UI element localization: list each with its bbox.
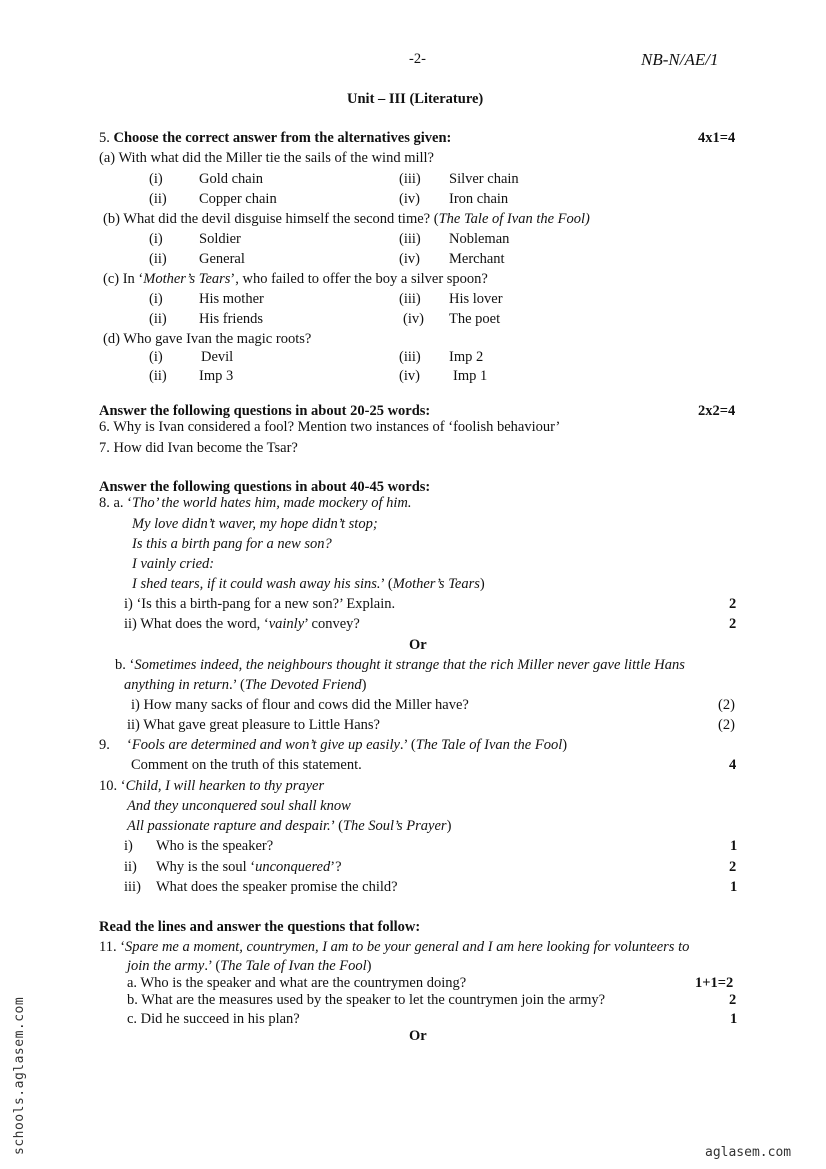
q5a-opt4-num: (iv) bbox=[399, 191, 420, 207]
q8b-line2-close: .’ ( bbox=[228, 677, 245, 693]
q5b-question bbox=[103, 212, 590, 227]
q5d-opt4-text: Imp 1 bbox=[453, 368, 488, 384]
q9-marks: 4 bbox=[729, 757, 737, 773]
q10-sub2 bbox=[156, 860, 342, 875]
or-divider-1: Or bbox=[409, 637, 427, 653]
q10-line1 bbox=[99, 779, 324, 794]
q11-sub-a: a. Who is the speaker and what are the countrymen doing? bbox=[127, 975, 467, 991]
or-divider-2: Or bbox=[409, 1028, 427, 1044]
q5d-opt3-text: Imp 2 bbox=[449, 349, 484, 365]
q5c-opt2-num: (ii) bbox=[149, 311, 167, 327]
q10-sub3-num: iii) bbox=[124, 879, 141, 895]
q8a-line4: I vainly cried: bbox=[132, 556, 215, 572]
q9-line1 bbox=[127, 738, 567, 753]
q11-line1 bbox=[99, 940, 689, 955]
q5d-opt2-text: Imp 3 bbox=[199, 368, 234, 384]
q10-source: The Soul’s Prayer bbox=[342, 818, 447, 834]
q5-instruction bbox=[99, 131, 451, 146]
q10-prefix: 10. ‘ bbox=[99, 778, 126, 794]
q8b-sub1-marks: (2) bbox=[718, 697, 735, 713]
q5-marks: 4x1=4 bbox=[698, 130, 736, 146]
q8a-line1-text: Tho’ the world hates him, made mockery of him. bbox=[132, 495, 412, 511]
unit-title: Unit – III (Literature) bbox=[347, 91, 484, 107]
q9-number: 9. bbox=[99, 737, 110, 753]
q5c-suffix: ’, who failed to offer the boy a silver spoon? bbox=[230, 271, 488, 287]
q8b-sub2: ii) What gave great pleasure to Little Hans? bbox=[127, 717, 380, 733]
q5c-question bbox=[103, 272, 488, 287]
q8a-sub1-marks: 2 bbox=[729, 596, 737, 612]
q10-sub1: Who is the speaker? bbox=[156, 838, 274, 854]
q8a-line5 bbox=[132, 577, 485, 592]
q8a-sub1: i) ‘Is this a birth-pang for a new son?’ Explain. bbox=[124, 596, 396, 612]
q8a-prefix: 8. a. ‘ bbox=[99, 495, 133, 511]
q10-sub1-marks: 1 bbox=[730, 838, 738, 854]
q5b-opt1-num: (i) bbox=[149, 231, 163, 247]
q11-sub-c-marks: 1 bbox=[730, 1011, 738, 1027]
q8a-line1 bbox=[99, 496, 412, 511]
q11-sub-c: c. Did he succeed in his plan? bbox=[127, 1011, 300, 1027]
q11-line2-text: join the army bbox=[127, 958, 205, 974]
q5b-opt1-text: Soldier bbox=[199, 231, 241, 247]
q8a-sub2-marks: 2 bbox=[729, 616, 737, 632]
q8a-source: Mother’s Tears bbox=[392, 576, 480, 592]
q5b-opt3-text: Nobleman bbox=[449, 231, 510, 247]
q10-sub3: What does the speaker promise the child? bbox=[156, 879, 398, 895]
q10-line2: And they unconquered soul shall know bbox=[127, 798, 351, 814]
q5c-title: Mother’s Tears bbox=[143, 271, 231, 287]
q5d-opt1-text: Devil bbox=[201, 349, 234, 365]
q5-instruction-text: Choose the correct answer from the alternatives given: bbox=[113, 130, 452, 146]
q5c-opt3-text: His lover bbox=[449, 291, 503, 307]
q8a-sub2-word: vainly bbox=[268, 616, 305, 632]
q8a-line5-text: I shed tears, if it could wash away his sins. bbox=[132, 576, 381, 592]
q10-line3-text: All passionate rapture and despair. bbox=[127, 818, 331, 834]
q5a-opt1-text: Gold chain bbox=[199, 171, 264, 187]
q10-sub2-marks: 2 bbox=[729, 859, 737, 875]
q9-line2: Comment on the truth of this statement. bbox=[131, 757, 362, 773]
q8a-sub2-prefix: ii) What does the word, ‘ bbox=[124, 616, 269, 632]
q8b-line2 bbox=[124, 678, 366, 693]
q8b-line1 bbox=[115, 658, 685, 673]
q5-number: 5. bbox=[99, 130, 110, 146]
q7: 7. How did Ivan become the Tsar? bbox=[99, 440, 298, 456]
q5a-opt3-num: (iii) bbox=[399, 171, 421, 187]
q5a-opt2-num: (ii) bbox=[149, 191, 167, 207]
q10-line3 bbox=[127, 819, 451, 834]
q5c-opt1-num: (i) bbox=[149, 291, 163, 307]
q9-source-close: ) bbox=[562, 737, 568, 753]
q11-sub-a-marks: 1+1=2 bbox=[695, 975, 734, 991]
q5b-source: The Tale of Ivan the Fool) bbox=[438, 211, 590, 227]
q8a-sub2-suffix: ’ convey? bbox=[304, 616, 360, 632]
q5a-opt2-text: Copper chain bbox=[199, 191, 277, 207]
q5d-opt3-num: (iii) bbox=[399, 349, 421, 365]
q5c-opt2-text: His friends bbox=[199, 311, 264, 327]
q11-line2 bbox=[127, 959, 371, 974]
q5b-opt2-num: (ii) bbox=[149, 251, 167, 267]
q5b-opt2-text: General bbox=[199, 251, 245, 267]
q8b-line2-text: anything in return bbox=[124, 677, 229, 693]
q8b-line1-text: Sometimes indeed, the neighbours thought it strange that the rich Miller never gave little Hans bbox=[134, 657, 685, 673]
q11-line1-text: Spare me a moment, countrymen, I am to be your general and I am here looking for volunteers to bbox=[125, 939, 690, 955]
q9-close: .’ ( bbox=[399, 737, 416, 753]
read-lines-heading: Read the lines and answer the questions that follow: bbox=[99, 919, 421, 935]
side-watermark: schools.aglasem.com bbox=[12, 996, 27, 1155]
q8a-source-close: ) bbox=[479, 576, 485, 592]
q5b-opt4-num: (iv) bbox=[399, 251, 420, 267]
q8b-prefix: b. ‘ bbox=[115, 657, 135, 673]
q11-sub-b: b. What are the measures used by the speaker to let the countrymen join the army? bbox=[127, 992, 606, 1008]
q8b-sub1: i) How many sacks of flour and cows did the Miller have? bbox=[131, 697, 469, 713]
q9-source: The Tale of Ivan the Fool bbox=[415, 737, 563, 753]
page-number: -2- bbox=[409, 51, 426, 67]
q10-line1-text: Child, I will hearken to thy prayer bbox=[125, 778, 325, 794]
q8a-line5-close: ’ ( bbox=[380, 576, 393, 592]
q10-sub2-num: ii) bbox=[124, 859, 137, 875]
q5a-opt3-text: Silver chain bbox=[449, 171, 519, 187]
q8b-sub2-marks: (2) bbox=[718, 717, 735, 733]
q10-sub1-num: i) bbox=[124, 838, 133, 854]
q6: 6. Why is Ivan considered a fool? Mention two instances of ‘foolish behaviour’ bbox=[99, 419, 561, 435]
q11-sub-b-marks: 2 bbox=[729, 992, 737, 1008]
q11-prefix: 11. ‘ bbox=[99, 939, 126, 955]
q8b-source-close: ) bbox=[361, 677, 367, 693]
q10-sub2-prefix: Why is the soul ‘ bbox=[156, 859, 256, 875]
bottom-watermark: aglasem.com bbox=[705, 1145, 792, 1160]
q5d-opt2-num: (ii) bbox=[149, 368, 167, 384]
long-answers-heading: Answer the following questions in about 40-45 words: bbox=[99, 479, 431, 495]
paper-code: NB-N/AE/1 bbox=[641, 50, 719, 69]
q5d-question: (d) Who gave Ivan the magic roots? bbox=[103, 331, 312, 347]
q8a-line2: My love didn’t waver, my hope didn’t stop; bbox=[132, 516, 378, 532]
q10-sub2-word: unconquered bbox=[255, 859, 331, 875]
q5d-opt4-num: (iv) bbox=[399, 368, 420, 384]
q5a-opt1-num: (i) bbox=[149, 171, 163, 187]
q5c-opt3-num: (iii) bbox=[399, 291, 421, 307]
q11-source-close: ) bbox=[366, 958, 372, 974]
q8a-sub2 bbox=[124, 617, 360, 632]
q9-quote: Fools are determined and won’t give up easily bbox=[131, 737, 400, 753]
q5c-opt1-text: His mother bbox=[199, 291, 264, 307]
q9-open: ‘ bbox=[127, 737, 132, 753]
q10-sub3-marks: 1 bbox=[730, 879, 738, 895]
q10-line3-close: ’ ( bbox=[330, 818, 343, 834]
q5a-question: (a) With what did the Miller tie the sails of the wind mill? bbox=[99, 150, 434, 166]
q5c-prefix: (c) In ‘ bbox=[103, 271, 144, 287]
q5c-opt4-num: (iv) bbox=[403, 311, 424, 327]
q10-sub2-suffix: ’? bbox=[330, 859, 342, 875]
q8a-line3: Is this a birth pang for a new son? bbox=[132, 536, 332, 552]
short-answers-marks: 2x2=4 bbox=[698, 403, 736, 419]
q5a-opt4-text: Iron chain bbox=[449, 191, 509, 207]
q10-source-close: ) bbox=[446, 818, 452, 834]
q5b-opt4-text: Merchant bbox=[449, 251, 505, 267]
q5b-question-text: (b) What did the devil disguise himself the second time? ( bbox=[103, 211, 439, 227]
q11-line2-close: .’ ( bbox=[204, 958, 221, 974]
q5d-opt1-num: (i) bbox=[149, 349, 163, 365]
q8b-source: The Devoted Friend bbox=[244, 677, 362, 693]
q5b-opt3-num: (iii) bbox=[399, 231, 421, 247]
q11-source: The Tale of Ivan the Fool bbox=[220, 958, 367, 974]
short-answers-heading: Answer the following questions in about 20-25 words: bbox=[99, 403, 431, 419]
q5c-opt4-text: The poet bbox=[449, 311, 501, 327]
